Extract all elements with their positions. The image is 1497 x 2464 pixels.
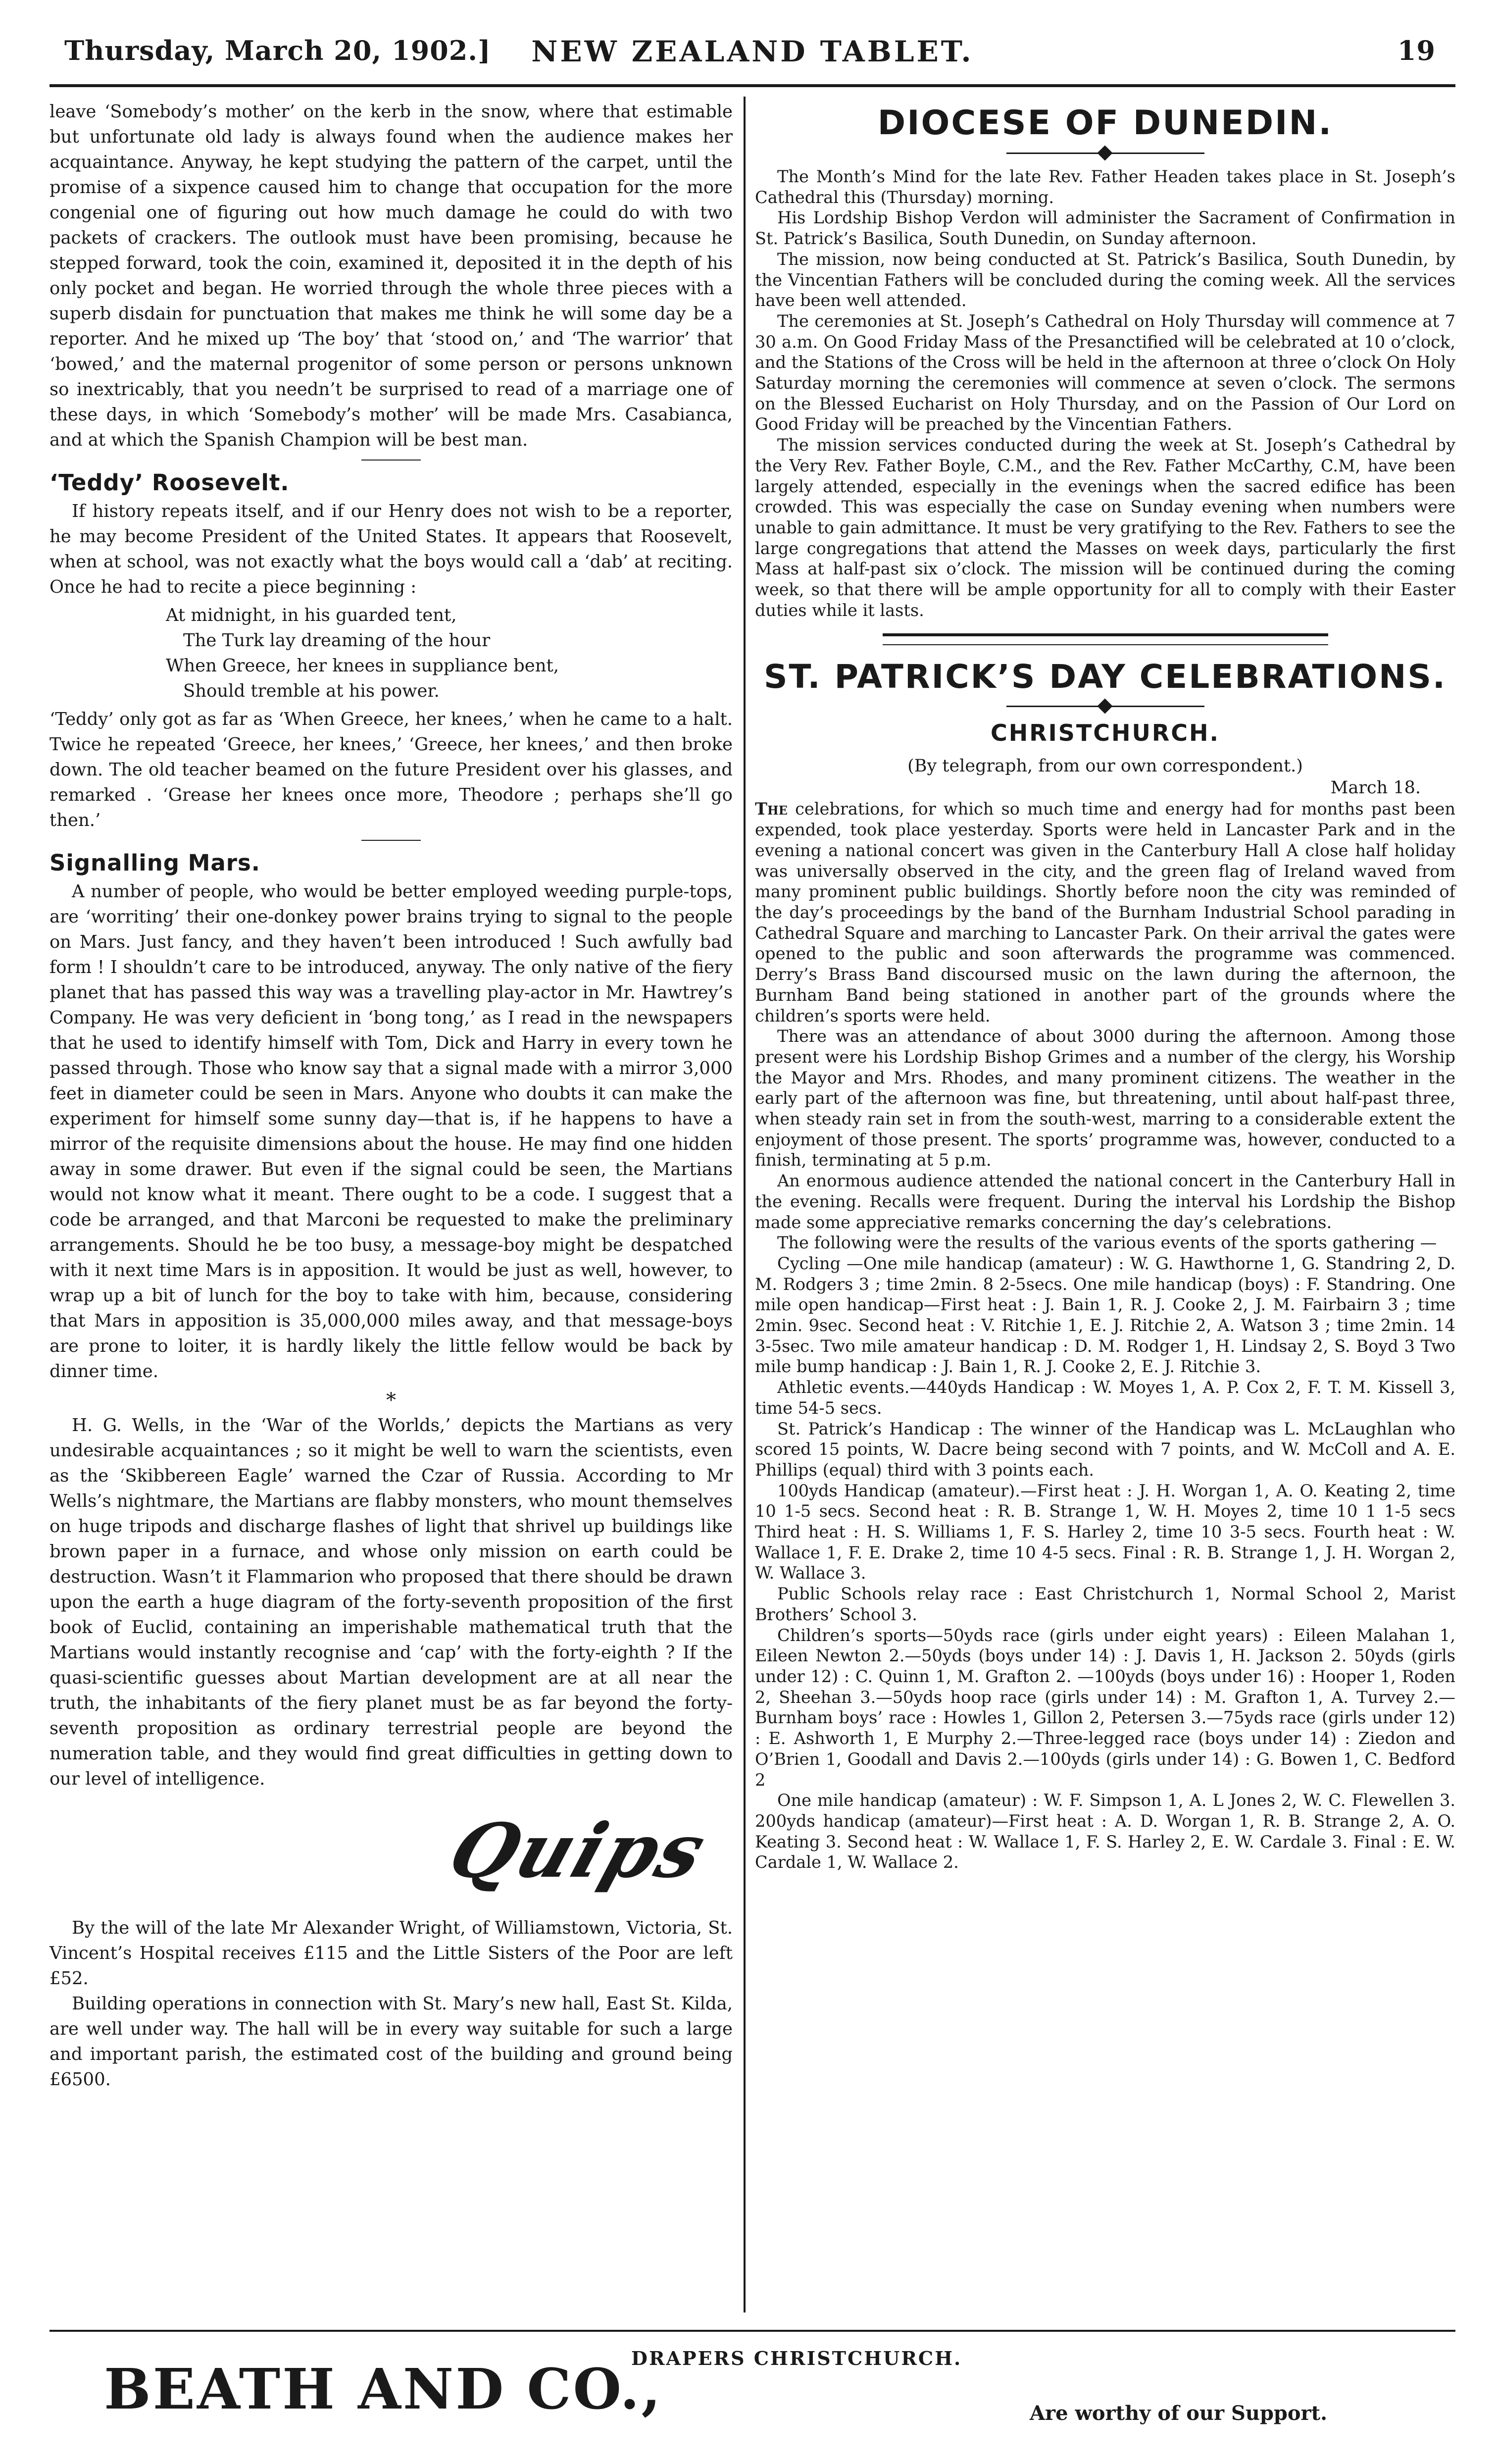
article-paragraph: An enormous audience attended the national concert in the Canterbury Hall in the evening. Recalls were frequent. During the interval his Lordship the Bishop made some appreciative remarks concerning the day’s celebrations. <box>755 1171 1455 1232</box>
section-rule <box>361 460 421 461</box>
diocese-paragraph: The mission, now being conducted at St. Patrick’s Basilica, South Dunedin, by the Vincentian Fathers will be concluded during the coming week. All the services have been well attended. <box>755 249 1455 310</box>
christchurch-subheading: CHRISTCHURCH. <box>990 719 1220 747</box>
results-paragraph: 100yds Handicap (amateur).—First heat : J. H. Worgan 1, A. O. Keating 2, time 10 1-5 secs. Second heat : R. B. Strange 1, W. H. Moyes 2, time 10 1 1-5 secs Third heat : H. S. Williams 1, F. S. Harley 2, time 10 3-5 secs. Fourth heat : W. Wallace 1, F. E. Drake 2, time 10 4-5 secs. Final : R. B. Strange 1, J. H. Worgan 2, W. Wallace 3. <box>755 1481 1455 1583</box>
publication-title: NEW ZEALAND TABLET. <box>531 35 974 68</box>
lead-word: The <box>755 799 788 819</box>
poem-line: Should tremble at his power. <box>183 681 440 701</box>
advertiser-name: BEATH AND CO., <box>104 2357 663 2422</box>
section-rule <box>361 840 421 841</box>
poem-line: The Turk lay dreaming of the hour <box>183 630 491 651</box>
results-paragraph: Public Schools relay race : East Christchurch 1, Normal School 2, Marist Brothers’ School 3. <box>755 1584 1455 1624</box>
page-header <box>50 20 1455 87</box>
advertiser-trade: DRAPERS CHRISTCHURCH. <box>631 2347 962 2369</box>
left-column <box>50 99 733 2092</box>
diocese-paragraph: The Month’s Mind for the late Rev. Father Headen takes place in St. Joseph’s Cathedral this (Thursday) morning. <box>755 167 1455 207</box>
results-paragraph: Children’s sports—50yds race (girls under eight years) : Eileen Malahan 1, Eileen Newton 2.—50yds (boys under 14) : J. Davis 1, H. Jackson 2. 50yds (girls under 12) : C. Quinn 1, M. Grafton 2. —100yds (boys under 16) : Hooper 1, Roden 2, Sheehan 3.—50yds hoop race (girls under 14) : M. Grafton 1, A. Turvey 2.—Burnham boys’ race : Howles 1, Gillon 2, Petersen 3.—75yds race (girls under 12) : E. Ashworth 1, E Murphy 2.—Three-legged race (boys under 14) : Ziedon and O’Brien 1, Goodall and Davis 2.—100yds (girls under 14) : G. Bowen 1, C. Bedford 2 <box>755 1625 1455 1790</box>
diamond-rule <box>1006 700 1204 713</box>
diocese-paragraph: The mission services conducted during the week at St. Joseph’s Cathedral by the Very Rev. Father Boyle, C.M., and the Rev. Father McCarthy, C.M, have been largely attended, especially in the evenings when the sacred edifice has been crowded. This was especially the case on Sunday evening when numbers were unable to gain admittance. It must be very gratifying to the Rev. Fathers to see the large congregations that attend the Masses on week days, particularly the first Mass at half-past six o’clock. The mission will be continued during the coming week, so that there will be ample opportunity for all to comply with their Easter duties while it lasts. <box>755 435 1455 620</box>
diocese-paragraph: The ceremonies at St. Joseph’s Cathedral on Holy Thursday will commence at 7 30 a.m. On Good Friday Mass of the Presanctified will be celebrated at 10 o’clock, and the Stations of the Cross will be held in the afternoon at three o’clock On Holy Saturday morning the ceremonies will commence at seven o’clock. The sermons on the Blessed Eucharist on Holy Thursday, and on the Passion of Our Lord on Good Friday will be preached by the Vincentian Fathers. <box>755 311 1455 434</box>
poem-line: When Greece, her knees in suppliance bent, <box>166 656 559 676</box>
double-rule <box>883 633 1328 645</box>
byline: (By telegraph, from our own correspondent.) <box>907 756 1303 776</box>
lead-text: celebrations, for which so much time and energy had for months past been expended, took place yesterday. Sports were held in Lancaster Park and in the evening a national concert was given in the Canterbury Hall A close half holiday was universally observed in the city, and the green flag of Ireland waved from many prominent public buildings. Shortly before noon the city was reminded of the day’s proceedings by the band of the Burnham Industrial School parading in Cathedral Square and marching to Lancaster Park. On their arrival the gates were opened to the public and soon afterwards the programme was commenced. Derry’s Brass Band discoursed music on the lawn during the afternoon, the Burnham Band being stationed in another part of the grounds where the children’s sports were held. <box>755 799 1455 1026</box>
advertiser-slogan: Are worthy of our Support. <box>1030 2402 1328 2425</box>
roosevelt-paragraph: ‘Teddy’ only got as far as ‘When Greece, her knees,’ when he came to a halt. Twice he repeated ‘Greece, her knees,’ ‘Greece, her knees,’ and then broke down. The old teacher beamed on the future President over his glasses, and remarked . ‘Grease her knees once more, Theodore ; perhaps she’ll go then.’ <box>50 709 733 830</box>
issue-date: Thursday, March 20, 1902.] <box>64 35 491 66</box>
diocese-heading: DIOCESE OF DUNEDIN. <box>877 103 1333 143</box>
lead-paragraph <box>755 799 1455 1026</box>
roosevelt-paragraph: If history repeats itself, and if our Henry does not wish to be a reporter, he may become President of the United States. It appears that Roosevelt, when at school, was not exactly what the boys would call a ‘dab’ at reciting. Once he had to recite a piece beginning : <box>50 501 733 597</box>
article-paragraph: There was an attendance of about 3000 during the afternoon. Among those present were his Lordship Bishop Grimes and a number of the clergy, his Worship the Mayor and Mrs. Rhodes, and many prominent citizens. The weather in the early part of the afternoon was fine, but threatening, until about half-past three, when steady rain set in from the south-west, marring to a considerable extent the enjoyment of those present. The sports’ programme was, however, conducted to a finish, terminating at 5 p.m. <box>755 1027 1455 1170</box>
mars-paragraph: H. G. Wells, in the ‘War of the Worlds,’ depicts the Martians as very undesirable acquaintances ; so it might be well to warn the scientists, even as the ‘Skibbereen Eagle’ warned the Czar of Russia. According to Mr Wells’s nightmare, the Martians are flabby monsters, who mount themselves on huge tripods and discharge flashes of light that shrivel up buildings like brown paper in a furnace, and whose only mission on earth could be destruction. Wasn’t it Flammarion who proposed that there should be drawn upon the earth a huge diagram of the forty-seventh proposition of the first book of Euclid, containing an imperishable mathematical truth that the Martians would instantly recognise and ‘cap’ with the forty-eighth ? If the quasi-scientific guesses about Martian development are at all near the truth, the inhabitants of the fiery planet must be as far beyond the forty-seventh proposition as ordinary terrestrial people are beyond the numeration table, and they would find great difficulties in getting down to our level of intelligence. <box>50 1415 733 1789</box>
mars-heading: Signalling Mars. <box>50 850 260 876</box>
dateline: March 18. <box>1330 778 1421 798</box>
footer-rule <box>50 2330 1455 2332</box>
st-patricks-heading: ST. PATRICK’S DAY CELEBRATIONS. <box>763 658 1447 696</box>
poem <box>50 603 733 704</box>
diocese-paragraph: His Lordship Bishop Verdon will administer the Sacrament of Confirmation in St. Patrick’s Basilica, South Dunedin, on Sunday afternoon. <box>755 208 1455 249</box>
intro-paragraph: leave ‘Somebody’s mother’ on the kerb in the snow, where that estimable but unfortunate old lady is always found when the audience makes her acquaintance. Anyway, he kept studying the pattern of the carpet, until the promise of a sixpence caused him to change that occupation for the more congenial one of figuring out how much damage he could do with two packets of crackers. The outlook must have been promising, because he stepped forward, took the coin, examined it, deposited it in the depth of his only pocket and began. He worried through the whole three pieces with a superb disdain for punctuation that makes me think he will some day be a reporter. And he mixed up ‘The boy’ that ‘stood on,’ and ‘The warrior’ that ‘bowed,’ and the maternal progenitor of some person or persons unknown so inextricably, that you needn’t be surprised to read of a marriage one of these days, in which ‘Somebody’s mother’ will be made Mrs. Casabianca, and at which the Spanish Champion will be best man. <box>50 102 733 450</box>
building-paragraph: Building operations in connection with St. Mary’s new hall, East St. Kilda, are well under way. The hall will be in every way suitable for such a large and important parish, the estimated cost of the building and ground being £6500. <box>50 1994 733 2090</box>
poem-line: At midnight, in his guarded tent, <box>166 605 457 625</box>
roosevelt-heading: ‘Teddy’ Roosevelt. <box>50 469 290 496</box>
results-paragraph: Athletic events.—440yds Handicap : W. Moyes 1, A. P. Cox 2, F. T. M. Kissell 3, time 54-5 secs. <box>755 1378 1455 1418</box>
results-paragraph: Cycling —One mile handicap (amateur) : W. G. Hawthorne 1, G. Standring 2, D. M. Rodgers 3 ; time 2min. 8 2-5secs. One mile handicap (boys) : F. Standring. One mile open handicap—First heat : J. Bain 1, R. J. Cooke 2, J. M. Fairbairn 3 ; time 2min. 9sec. Second heat : V. Ritchie 1, E. J. Ritchie 2, A. Watson 3 ; time 2min. 14 3-5sec. Two mile amateur handicap : D. M. Rodger 1, H. Lindsay 2, S. Boyd 3 Two mile bump handicap : J. Bain 1, R. J. Cooke 2, E. J. Ritchie 3. <box>755 1253 1455 1377</box>
bequest-paragraph: By the will of the late Mr Alexander Wright, of Williamstown, Victoria, St. Vincent’s Hospital receives £115 and the Little Sisters of the Poor are left £52. <box>50 1918 733 1989</box>
results-paragraph: St. Patrick’s Handicap : The winner of the Handicap was L. McLaughlan who scored 15 points, W. Dacre being second with 7 points, and W. McColl and A. E. Phillips (equal) third with 3 points each. <box>755 1419 1455 1480</box>
quips-signature: Quips <box>439 1807 718 1895</box>
column-divider <box>744 97 746 2312</box>
results-paragraph: One mile handicap (amateur) : W. F. Simpson 1, A. L Jones 2, W. C. Flewellen 3. 200yds handicap (amateur)—First heat : A. D. Worgan 1, R. B. Strange 2, A. O. Keating 3. Second heat : W. Wallace 1, F. S. Harley 2, E. W. Cardale 3. Final : E. W. Cardale 1, W. Wallace 2. <box>755 1791 1455 1872</box>
page-number: 19 <box>1397 35 1436 66</box>
diamond-rule <box>1006 147 1204 159</box>
mars-paragraph: A number of people, who would be better employed weeding purple-tops, are ‘worriting’ their one-donkey power brains trying to signal to the people on Mars. Just fancy, and they haven’t been introduced ! Such awfully bad form ! I shouldn’t care to be introduced, anyway. The only native of the fiery planet that has passed this way was a travelling play-actor in Mr. Hawtrey’s Company. He was very deficient in ‘bong tong,’ as I read in the newspapers that he used to identify himself with Tom, Dick and Harry in every town he passed through. Those who know say that a signal made with a mirror 3,000 feet in diameter could be seen in Mars. Anyone who doubts it can make the experiment for himself some sunny day—that is, if he happens to have a mirror of the requisite dimensions about the house. He may find one hidden away in some drawer. But even if the signal could be seen, the Martians would not know what it meant. There ought to be a code. I suggest that a code be arranged, and that Marconi be requested to make the preliminary arrangements. Should he be too busy, a message-boy might be despatched with it next time Mars is in apposition. It would be just as well, however, to wrap up a bit of lunch for the boy to take with him, because, considering that Mars in apposition is 35,000,000 miles away, and that message-boys are prone to loiter, it is hardly likely the little fellow would be back by dinner time. <box>50 881 733 1382</box>
right-column <box>755 99 1455 1873</box>
section-star: * <box>386 1389 396 1412</box>
article-paragraph: The following were the results of the various events of the sports gathering — <box>777 1233 1437 1253</box>
